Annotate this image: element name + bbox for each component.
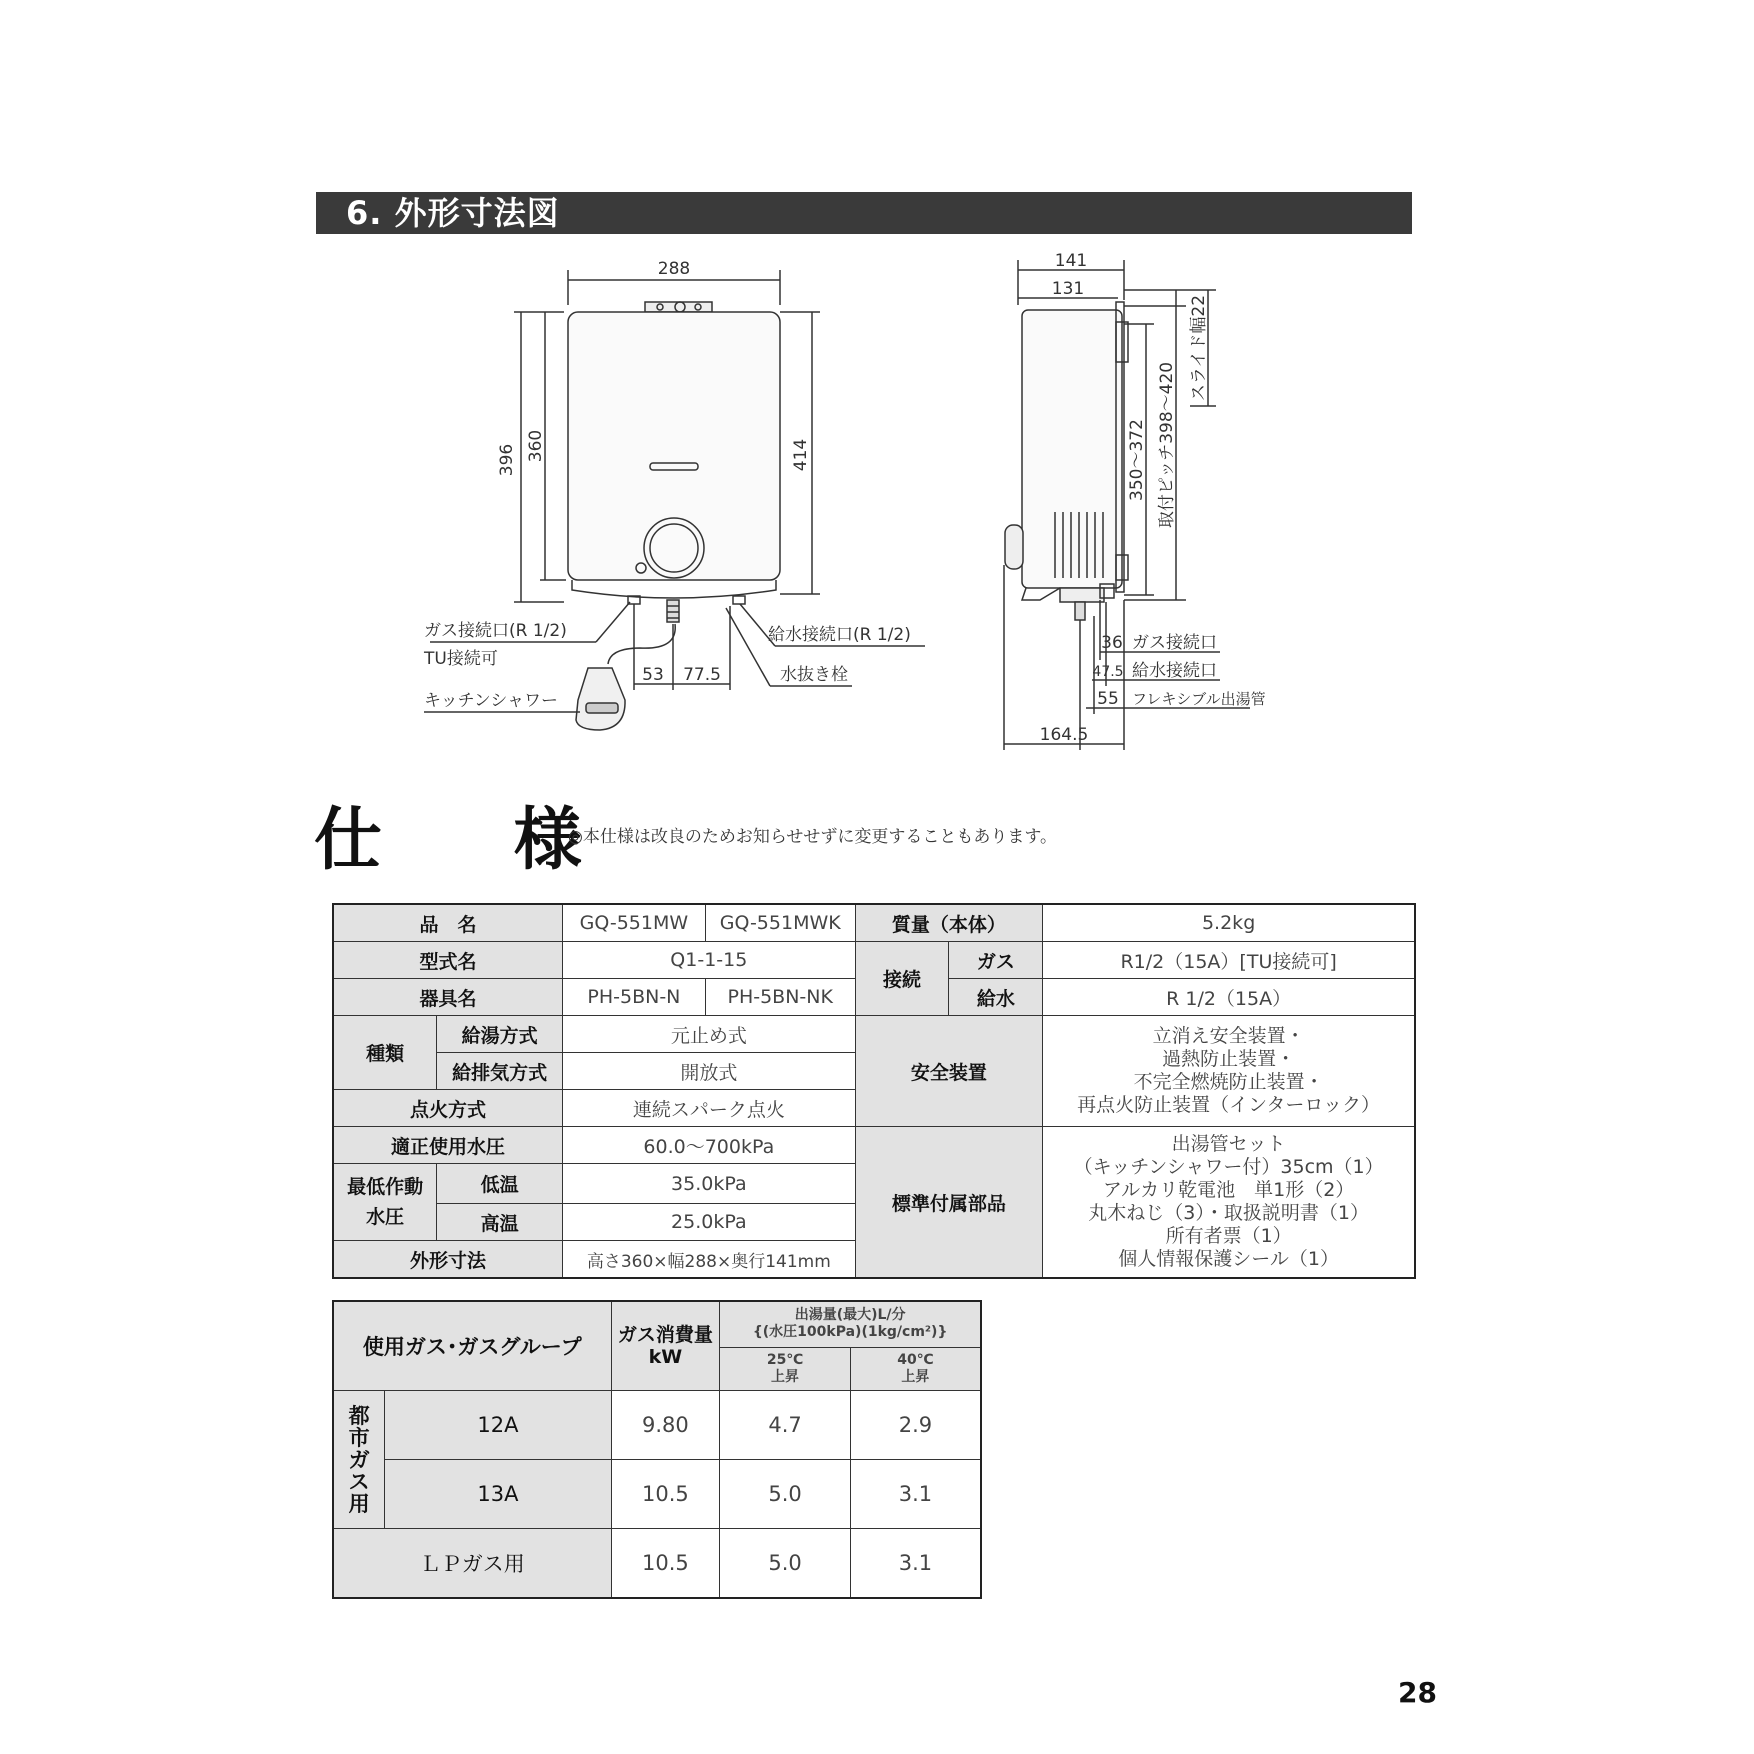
dim-mount-pitch: 取付ピッチ398～420 — [1157, 361, 1177, 529]
ignition-label: 点火方式 — [333, 1090, 563, 1127]
kigu-label: 器具名 — [333, 979, 563, 1016]
label-kitchen-shower: キッチンシャワー — [424, 691, 559, 711]
dimensions-value: 高さ360×幅288×奥行141mm — [563, 1241, 856, 1279]
hot-water-method-label: 給湯方式 — [437, 1016, 563, 1053]
ignition-value: 連続スパーク点火 — [563, 1090, 856, 1127]
kw-13a: 10.5 — [611, 1460, 720, 1529]
water-label: 給水 — [949, 979, 1043, 1016]
hot-water-method-value: 元止め式 — [563, 1016, 856, 1053]
gas-group-header: 使用ガス･ガスグループ — [333, 1301, 611, 1391]
table-row — [333, 1391, 981, 1460]
spec-title: 仕 様 — [314, 801, 636, 880]
low-temp-label: 低温 — [437, 1164, 563, 1204]
katashiki-label: 型式名 — [333, 942, 563, 979]
consumption-header: ガス消費量 kW — [611, 1301, 720, 1391]
label-water-inlet: 給水接続口(R 1/2) — [768, 625, 911, 645]
page-number: 28 — [1398, 1676, 1437, 1709]
dim-depth-141: 141 — [1054, 251, 1088, 271]
safety-label: 安全装置 — [855, 1016, 1043, 1127]
ventilation-value: 開放式 — [563, 1053, 856, 1090]
gas-name-12a: 12A — [385, 1391, 611, 1460]
gas-value: R1/2（15A）[TU接続可] — [1043, 942, 1415, 979]
pressure-value: 60.0～700kPa — [563, 1127, 856, 1164]
temp-25-header: 25℃ 上昇 — [720, 1347, 851, 1391]
dim-gas-offset: 53 — [642, 665, 664, 685]
dim-slide-width: スライド幅22 — [1189, 294, 1209, 402]
dimensions-label: 外形寸法 — [333, 1241, 563, 1279]
label-side-water: 給水接続口 — [1132, 661, 1217, 681]
temp-40-header: 40℃ 上昇 — [850, 1347, 981, 1391]
table-row — [333, 1016, 1415, 1053]
gas-name-lp: ＬＰガス用 — [333, 1529, 611, 1599]
mass-value: 5.2kg — [1043, 904, 1415, 942]
min-pressure-label: 最低作動 水圧 — [333, 1164, 437, 1241]
model-2: GQ-551MWK — [705, 904, 855, 942]
kigu-2: PH-5BN-NK — [705, 979, 855, 1016]
dim-depth-131: 131 — [1051, 279, 1085, 299]
t25-13a: 5.0 — [720, 1460, 851, 1529]
kw-lp: 10.5 — [611, 1529, 720, 1599]
section-title: 6. 外形寸法図 — [316, 192, 1412, 234]
dimension-drawing — [0, 0, 1754, 780]
t25-12a: 4.7 — [720, 1391, 851, 1460]
water-value: R 1/2（15A） — [1043, 979, 1415, 1016]
kw-12a: 9.80 — [611, 1391, 720, 1460]
dim-36: 36 — [1101, 633, 1123, 653]
dim-350-372: 350～372 — [1127, 419, 1147, 501]
kigu-1: PH-5BN-N — [563, 979, 706, 1016]
spec-note: ◎本仕様は改良のためお知らせせずに変更することもあります。 — [568, 827, 1057, 847]
high-temp-label: 高温 — [437, 1204, 563, 1241]
low-temp-value: 35.0kPa — [563, 1164, 856, 1204]
dim-55: 55 — [1097, 689, 1119, 709]
dim-47-5: 47.5 — [1092, 664, 1124, 680]
safety-value: 立消え安全装置・ 過熱防止装置・ 不完全燃焼防止装置・ 再点火防止装置（インターロック） — [1043, 1016, 1415, 1127]
dim-164-5: 164.5 — [1039, 725, 1089, 745]
dim-water-offset: 77.5 — [683, 665, 721, 685]
gas-table — [332, 1300, 982, 1599]
label-side-gas: ガス接続口 — [1132, 633, 1217, 653]
t40-lp: 3.1 — [850, 1529, 981, 1599]
hinmei-label: 品 名 — [333, 904, 563, 942]
output-header: 出湯量(最大)L/分 {(水圧100kPa)(1kg/cm²)} — [720, 1301, 981, 1347]
dim-height-414: 414 — [791, 438, 811, 472]
spec-table — [332, 903, 1416, 1279]
accessories-label: 標準付属部品 — [855, 1127, 1043, 1279]
city-gas-label: 都 市 ガ ス 用 — [333, 1391, 385, 1529]
type-label: 種類 — [333, 1016, 437, 1090]
table-row — [333, 942, 1415, 979]
table-row — [333, 1460, 981, 1529]
t25-lp: 5.0 — [720, 1529, 851, 1599]
t40-12a: 2.9 — [850, 1391, 981, 1460]
label-drain-plug: 水抜き栓 — [780, 665, 848, 685]
mass-label: 質量（本体） — [855, 904, 1043, 942]
connection-label: 接続 — [855, 942, 949, 1016]
table-row — [333, 1529, 981, 1599]
table-row — [333, 1127, 1415, 1164]
dim-height-360: 360 — [526, 429, 546, 463]
label-tu-connect: TU接続可 — [424, 649, 498, 669]
t40-13a: 3.1 — [850, 1460, 981, 1529]
high-temp-value: 25.0kPa — [563, 1204, 856, 1241]
label-flexible-pipe: フレキシブル出湯管 — [1132, 690, 1266, 708]
accessories-value: 出湯管セット （キッチンシャワー付）35cm（1） アルカリ乾電池 単1形（2） 丸木ねじ（3）・取扱説明書（1） 所有者票（1） 個人情報保護シール（1） — [1043, 1127, 1415, 1279]
model-1: GQ-551MW — [563, 904, 706, 942]
table-row — [333, 904, 1415, 942]
ventilation-label: 給排気方式 — [437, 1053, 563, 1090]
pressure-label: 適正使用水圧 — [333, 1127, 563, 1164]
gas-name-13a: 13A — [385, 1460, 611, 1529]
katashiki-value: Q1-1-15 — [563, 942, 856, 979]
gas-label: ガス — [949, 942, 1043, 979]
label-gas-inlet: ガス接続口(R 1/2) — [424, 621, 567, 641]
dim-height-396: 396 — [497, 443, 517, 477]
dim-width-288: 288 — [657, 259, 691, 279]
table-row — [333, 1301, 981, 1347]
